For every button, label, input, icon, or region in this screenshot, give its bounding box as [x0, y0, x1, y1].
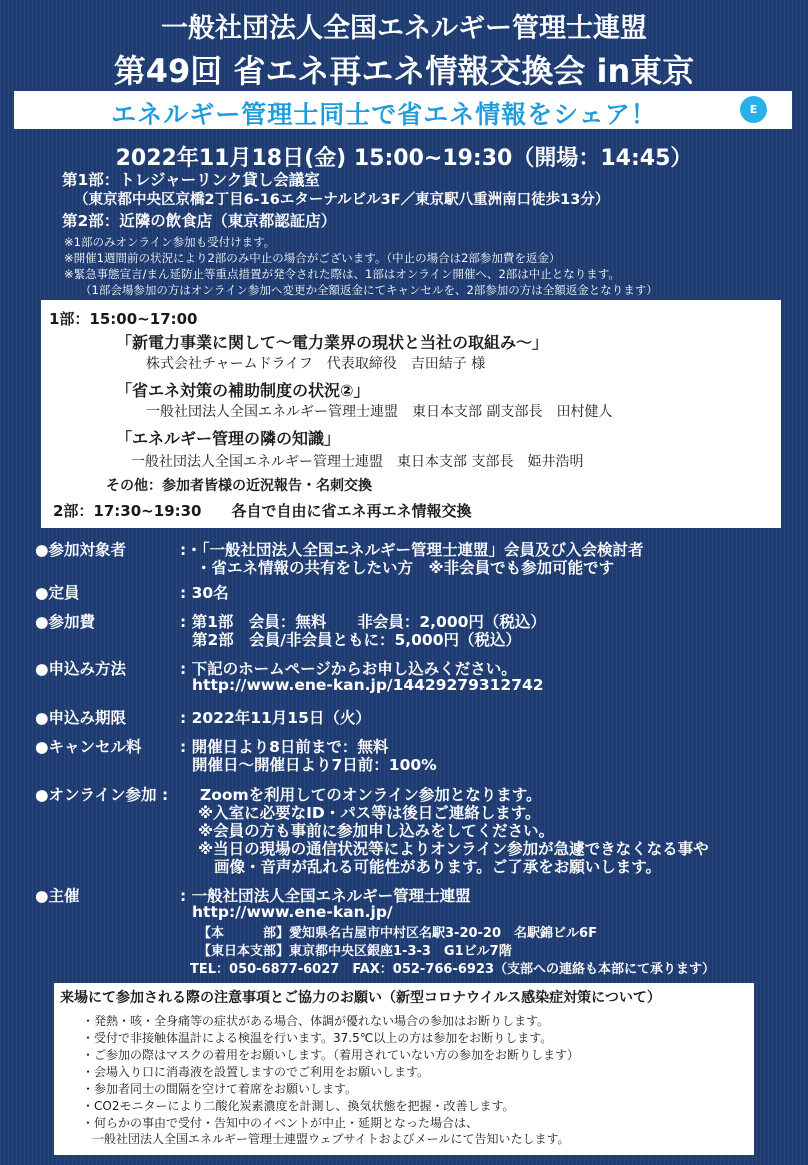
program-other: その他：参加者皆様の近況報告・名刺交換: [106, 478, 372, 494]
fee-label: ●参加費: [35, 613, 96, 631]
online-value: ※会員の方も事前に参加申し込みをしてください。: [198, 822, 555, 840]
event-title: 第49回 省エネ再エネ情報交換会 in東京: [113, 52, 695, 90]
host-contact: TEL：050-6877-6027 FAX：052-766-6923（支部への連絡も本部にて承ります）: [190, 962, 716, 977]
organization-title: 一般社団法人全国エネルギー管理士連盟: [161, 13, 647, 44]
fee-value: 第2部 会員/非会員ともに：5,000円（税込）: [192, 631, 521, 649]
mascot-icon: E: [740, 96, 767, 123]
online-value: ※当日の現場の通信状況等によりオンライン参加が急遽できなくなる事や: [198, 840, 709, 858]
target-value: ・省エネ情報の共有をしたい方 ※非会員でも参加可能です: [196, 559, 615, 577]
schedule-note: （1部会場参加の方はオンライン参加へ変更か全額返金にてキャンセルを、2部参加の方は全額返金となります）: [80, 283, 658, 297]
capacity-label: ●定員: [35, 584, 80, 602]
host-address: 【東日本支部】東京都中央区銀座1-3-3 G1ビル7階: [198, 944, 512, 959]
online-value: Zoomを利用してのオンライン参加となります。: [200, 786, 542, 804]
schedule-note: ※開催1週間前の状況により2部のみ中止の場合がございます。（中止の場合は2部参加費を返金）: [64, 251, 561, 265]
notice-item: ・会場入り口に消毒液を設置しますのでご利用をお願いします。: [82, 1065, 430, 1079]
host-link[interactable]: http://www.ene-kan.jp/: [192, 903, 393, 921]
host-value: : 一般社団法人全国エネルギー管理士連盟: [180, 887, 471, 905]
capacity-value: : 30名: [180, 584, 229, 602]
talk-title: 「エネルギー管理の隣の知識」: [116, 429, 341, 448]
talk-speaker: 一般社団法人全国エネルギー管理士連盟 東日本支部 副支部長 田村健人: [146, 404, 613, 420]
cancel-value: 開催日～開催日より7日前：100%: [192, 756, 437, 774]
host-address: 【本 部】愛知県名古屋市中村区名駅3-20-20 名駅錦ビル6F: [198, 926, 597, 941]
talk-speaker: 一般社団法人全国エネルギー管理士連盟 東日本支部 支部長 姫井浩明: [131, 454, 584, 470]
cancel-value: : 開催日より8日前まで：無料: [180, 738, 389, 756]
online-value: 画像・音声が乱れる可能性があります。ご了承をお願いします。: [214, 858, 662, 876]
talk-title: 「省エネ対策の補助制度の状況②」: [116, 381, 370, 400]
notice-item: ・発熱・咳・全身痛等の症状がある場合、体調が優れない場合の参加はお断りします。: [82, 1014, 550, 1028]
notice-item: ・参加者同士の間隔を空けて着席をお願いします。: [82, 1082, 358, 1096]
target-value: :・「一般社団法人全国エネルギー管理士連盟」会員及び入会検討者: [180, 541, 644, 559]
online-label: ●オンライン参加 :: [35, 786, 169, 804]
notice-item: ・CO2モニターにより二酸化炭素濃度を計測し、換気状態を把握・改善します。: [82, 1099, 515, 1113]
apply-label: ●申込み方法: [35, 660, 127, 678]
deadline-value: : 2022年11月15日（火）: [180, 709, 371, 727]
notice-item: ・受付で非接触体温計による検温を行います。37.5℃以上の方は参加をお断りします。: [82, 1031, 553, 1045]
talk-speaker: 株式会社チャームドライフ 代表取締役 吉田結子 様: [146, 356, 486, 372]
online-value: ※入室に必要なID・パス等は後日ご連絡します。: [198, 804, 541, 822]
notice-item: ・何らかの事由で受付・告知中のイベントが中止・延期となった場合は、: [82, 1116, 479, 1130]
apply-value: : 下記のホームページからお申し込みください。: [180, 660, 517, 678]
tagline-banner: [14, 91, 792, 129]
event-date: 2022年11月18日(金) 15:00~19:30（開場：14:45）: [115, 146, 693, 171]
part1-address: （東京都中央区京橋2丁目6-16エターナルビル3F／東京駅八重洲南口徒歩13分）: [74, 192, 610, 208]
notice-box: [54, 983, 754, 1155]
cancel-label: ●キャンセル料: [35, 738, 142, 756]
part2-program: 2部：17:30~19:30 各自で自由に省エネ再エネ情報交換: [53, 502, 472, 520]
deadline-label: ●申込み期限: [35, 709, 127, 727]
target-label: ●参加対象者: [35, 541, 127, 559]
schedule-note: ※1部のみオンライン参加も受付けます。: [64, 235, 276, 249]
tagline: エネルギー管理士同士で省エネ情報をシェア！: [111, 100, 657, 129]
part2-venue: 第2部：近隣の飲食店（東京都認証店）: [62, 212, 337, 230]
schedule-note: ※緊急事態宣言/まん延防止等重点措置が発令された際は、1部はオンライン開催へ、2部は中止となります。: [64, 267, 620, 281]
talk-title: 「新電力事業に関して～電力業界の現状と当社の取組み～」: [116, 333, 549, 352]
apply-link[interactable]: http://www.ene-kan.jp/14429279312742: [192, 676, 544, 694]
program-box: [41, 300, 781, 528]
part1-time: 1部：15:00~17:00: [49, 310, 198, 328]
notice-title: 来場にて参加される際の注意事項とご協力のお願い（新型コロナウイルス感染症対策について）: [60, 990, 661, 1006]
notice-item: 一般社団法人全国エネルギー管理士連盟ウェブサイトおよびメールにて告知いたします。: [92, 1132, 570, 1146]
host-label: ●主催: [35, 887, 80, 905]
notice-item: ・ご参加の際はマスクの着用をお願いします。（着用されていない方の参加をお断りします）: [82, 1048, 580, 1062]
fee-value: : 第1部 会員：無料 非会員：2,000円（税込）: [180, 613, 546, 631]
part1-venue: 第1部：トレジャーリンク貸し会議室: [62, 171, 320, 189]
